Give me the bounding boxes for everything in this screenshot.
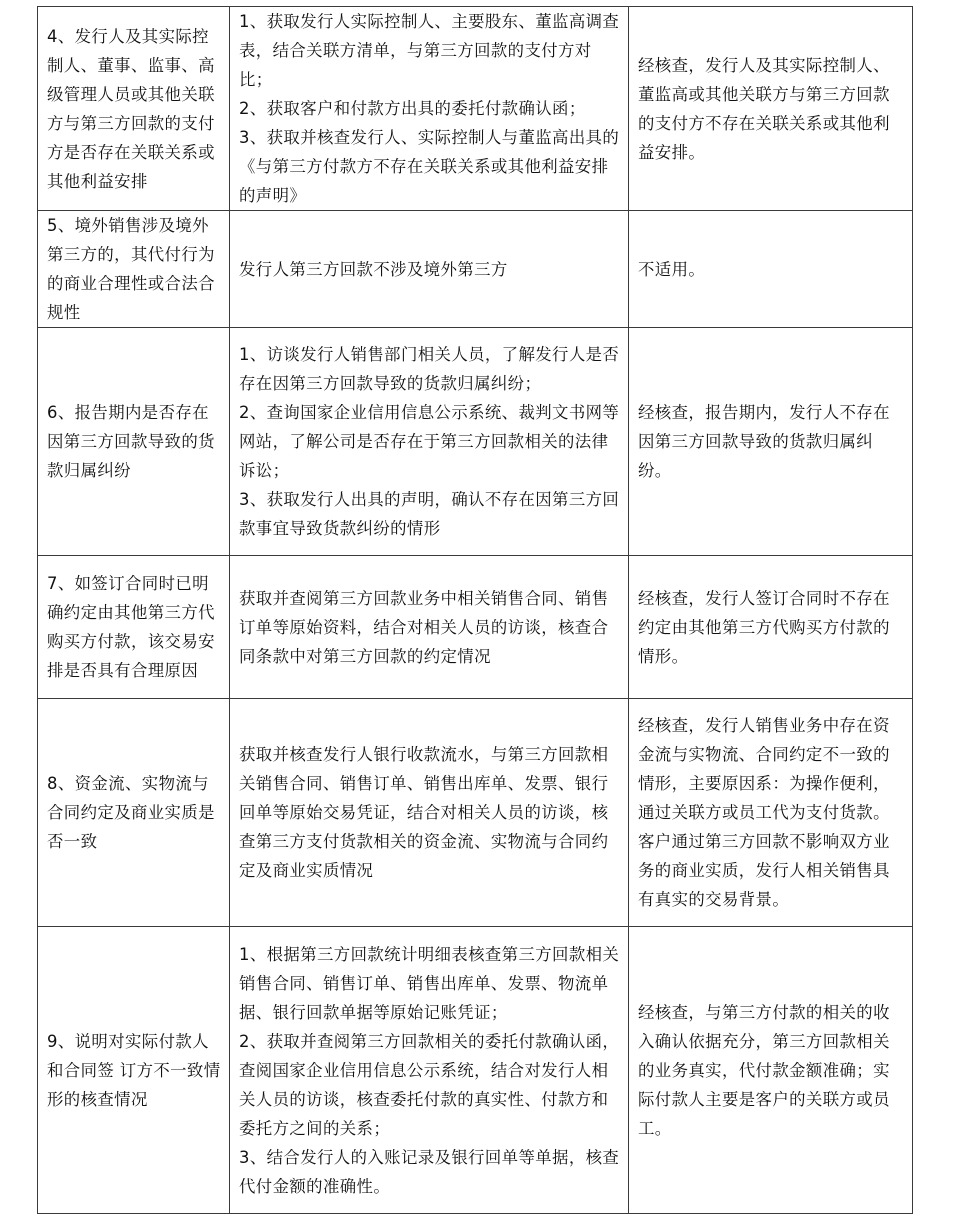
- procedure-step: 获取并核查发行人银行收款流水，与第三方回款相关销售合同、销售订单、销售出库单、发票、银行回单等原始交易凭证，结合对相关人员的访谈，核查第三方支付货款相关的资金流、实物流与合同约定及商业实质情况: [239, 745, 609, 880]
- table-row: [38, 556, 913, 699]
- table-row: [38, 211, 913, 328]
- procedure-step: 2、获取并查阅第三方回款相关的委托付款确认函，查阅国家企业信用信息公示系统，结合对发行人相关人员的访谈，核查委托付款的真实性、付款方和委托方之间的关系；: [239, 1031, 620, 1138]
- procedure-cell: [230, 7, 629, 211]
- conclusion-cell: 经核查，发行人及其实际控制人、董监高或其他关联方与第三方回款的支付方不存在关联关系或其他利益安排。: [629, 7, 913, 211]
- procedure-step: 3、获取并核查发行人、实际控制人与董监高出具的《与第三方付款方不存在关联关系或其他利益安排的声明》: [239, 128, 620, 205]
- procedure-cell: [230, 328, 629, 556]
- procedure-step: 2、查询国家企业信用信息公示系统、裁判文书网等网站，了解公司是否存在于第三方回款相关的法律诉讼；: [239, 403, 620, 480]
- conclusion-cell: 不适用。: [629, 211, 913, 328]
- procedure-step: 3、结合发行人的入账记录及银行回单等单据，核查代付金额的准确性。: [239, 1147, 620, 1196]
- check-item-cell: 9、说明对实际付款人和合同签 订方不一致情形的核查情况: [38, 927, 230, 1214]
- procedure-step: 3、获取发行人出具的声明，确认不存在因第三方回款事宜导致货款纠纷的情形: [239, 490, 620, 538]
- check-item-cell: 4、发行人及其实际控制人、董事、监事、高级管理人员或其他关联方与第三方回款的支付方是否存在关联关系或其他利益安排: [38, 7, 230, 211]
- table-row: [38, 328, 913, 556]
- procedure-step: 获取并查阅第三方回款业务中相关销售合同、销售订单等原始资料，结合对相关人员的访谈，核查合同条款中对第三方回款的约定情况: [239, 588, 609, 666]
- procedure-cell: [230, 211, 629, 328]
- conclusion-cell: 经核查，报告期内，发行人不存在因第三方回款导致的货款归属纠纷。: [629, 328, 913, 556]
- conclusion-cell: 经核查，发行人签订合同时不存在约定由其他第三方代购买方付款的情形。: [629, 556, 913, 699]
- procedure-cell: [230, 927, 629, 1214]
- procedure-step: 发行人第三方回款不涉及境外第三方: [239, 259, 508, 279]
- procedure-step: 1、根据第三方回款统计明细表核查第三方回款相关销售合同、销售订单、销售出库单、发票、物流单据、银行回款单据等原始记账凭证；: [239, 944, 620, 1022]
- conclusion-cell: 经核查，与第三方付款的相关的收入确认依据充分，第三方回款相关的业务真实，代付款金额准确；实际付款人主要是客户的关联方或员工。: [629, 927, 913, 1214]
- check-item-cell: 6、报告期内是否存在因第三方回款导致的货款归属纠纷: [38, 328, 230, 556]
- procedure-step: 2、获取客户和付款方出具的委托付款确认函；: [239, 99, 586, 118]
- check-item-cell: 5、境外销售涉及境外第三方的，其代付行为的商业合理性或合法合规性: [38, 211, 230, 328]
- table-row: [38, 7, 913, 211]
- table-row: [38, 927, 913, 1214]
- check-item-cell: 7、如签订合同时已明确约定由其他第三方代购买方付款，该交易安排是否具有合理原因: [38, 556, 230, 699]
- procedure-step: 1、访谈发行人销售部门相关人员，了解发行人是否存在因第三方回款导致的货款归属纠纷；: [239, 345, 620, 393]
- conclusion-cell: 经核查，发行人销售业务中存在资金流与实物流、合同约定不一致的情形，主要原因系：为操作便利，通过关联方或员工代为支付货款。客户通过第三方回款不影响双方业务的商业实质，发行人相关销售具有真实的交易背景。: [629, 699, 913, 927]
- procedure-cell: [230, 556, 629, 699]
- procedure-step: 1、获取发行人实际控制人、主要股东、董监高调查表，结合关联方清单，与第三方回款的支付方对比；: [239, 12, 620, 89]
- check-item-cell: 8、资金流、实物流与合同约定及商业实质是否一致: [38, 699, 230, 927]
- table-row: [38, 699, 913, 927]
- procedure-cell: [230, 699, 629, 927]
- verification-table: [37, 6, 913, 1214]
